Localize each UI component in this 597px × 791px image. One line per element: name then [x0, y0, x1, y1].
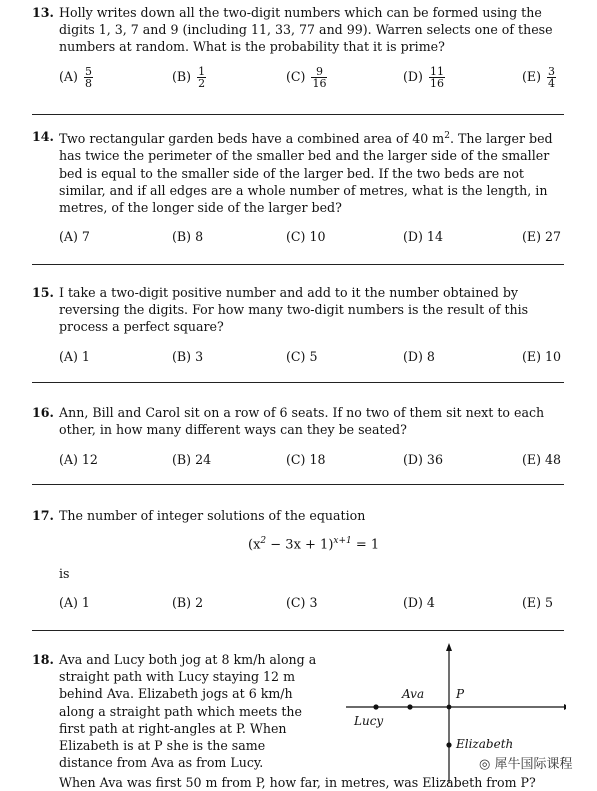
option-d[interactable]: (D) 14: [403, 229, 443, 244]
ava-point: [407, 704, 412, 709]
question-text-continued: is: [59, 566, 70, 581]
option-e[interactable]: (E) 48: [522, 452, 562, 467]
question-text: The number of integer solutions of the equation: [59, 508, 366, 523]
lucy-label: Lucy: [354, 714, 384, 728]
divider: [32, 630, 564, 631]
option-b[interactable]: (B) 3: [172, 349, 204, 364]
watermark: ◎ 犀牛国际课程: [476, 752, 576, 773]
answer-options: [59, 451, 564, 473]
question-text: Holly writes down all the two-digit numbers which can be formed using the digits 1, 3, 7 and 9 (including 11, 33, 77 and 99). Warren selects one of these numbers at random. What is the probability that it is prime?: [59, 5, 553, 55]
question-text: When Ava was first 50 m from P, how far, in metres, was Elizabeth from P?: [59, 775, 536, 790]
option-d[interactable]: (D) $\frac{11}{16}$: [403, 65, 444, 90]
option-b[interactable]: (B) 24: [172, 452, 212, 467]
elizabeth-label: Elizabeth: [456, 737, 514, 751]
fraction: $\frac{9}{16}$: [312, 65, 327, 90]
wechat-icon: ◎: [479, 757, 491, 772]
option-d[interactable]: (D) 36: [403, 452, 443, 467]
option-a[interactable]: (A) 12: [59, 452, 98, 467]
p-label: P: [456, 687, 465, 701]
option-e[interactable]: (E) $\frac{3}{4}$: [522, 65, 556, 90]
option-b[interactable]: (B) $\frac{1}{2}$: [172, 65, 206, 90]
question-text: Ann, Bill and Carol sit on a row of 6 seats. If no two of them sit next to each other, in how many different ways can they be seated?: [59, 405, 545, 438]
question-15: [32, 284, 564, 364]
question-13: [32, 4, 564, 90]
divider: [32, 484, 564, 485]
question-text: I take a two-digit positive number and add to it the number obtained by reversing the digits. For how many two-digit numbers is the result of this process a perfect square?: [59, 285, 529, 335]
option-c[interactable]: (C) 5: [286, 349, 318, 364]
option-c[interactable]: (C) 10: [286, 229, 326, 244]
question-text: Two rectangular garden beds have a combined area of 40 $m^2$. The larger bed has twice the perimeter of the smaller bed and the larger side of the smaller bed is equal to the smaller side of the larger bed. If the two beds are not similar, and if all edges are a whole number of metres, what is the length, in metres, of the longer side of the larger bed?: [59, 131, 553, 215]
option-a[interactable]: (A) 1: [59, 349, 90, 364]
answer-options: [59, 348, 564, 370]
option-d[interactable]: (D) 4: [403, 595, 435, 610]
option-b[interactable]: (B) 8: [172, 229, 204, 244]
fraction: $\frac{1}{2}$: [198, 65, 206, 90]
question-number: 17.: [32, 508, 54, 523]
lucy-point: [373, 704, 378, 709]
elizabeth-point: [446, 742, 451, 747]
question-number: 18.: [32, 652, 54, 667]
answer-options: [59, 594, 564, 616]
divider: [32, 114, 564, 115]
fraction: $\frac{11}{16}$: [429, 65, 444, 90]
arrow-right-icon: [564, 704, 566, 710]
question-14: [32, 128, 564, 244]
option-d[interactable]: (D) 8: [403, 349, 435, 364]
option-e[interactable]: (E) 5: [522, 595, 554, 610]
p-point: [447, 705, 452, 710]
option-c[interactable]: (C) 18: [286, 452, 326, 467]
fraction: $\frac{3}{4}$: [548, 65, 556, 90]
option-a[interactable]: (A) $\frac{5}{8}$: [59, 65, 92, 90]
fraction: $\frac{5}{8}$: [84, 65, 92, 90]
question-number: 14.: [32, 129, 54, 144]
ava-label: Ava: [402, 687, 425, 701]
divider: [32, 382, 564, 383]
option-e[interactable]: (E) 27: [522, 229, 562, 244]
question-text: Ava and Lucy both jog at 8 km/h along a straight path with Lucy staying 12 m behind Ava. Elizabeth jogs at 6 km/h along a straight path which meets the first path at right-angles at P. When Elizabeth is at P she is the same distance from Ava as from Lucy.: [59, 652, 317, 771]
option-c[interactable]: (C) 3: [286, 595, 318, 610]
equation: $(x^2 - 3x + 1)^{x+1} = 1$: [248, 536, 380, 553]
option-a[interactable]: (A) 1: [59, 595, 90, 610]
answer-options: [59, 66, 564, 88]
question-16: [32, 404, 564, 467]
answer-options: [59, 228, 564, 250]
question-18: [32, 651, 332, 771]
option-a[interactable]: (A) 7: [59, 229, 90, 244]
question-number: 15.: [32, 285, 54, 300]
option-c[interactable]: (C) $\frac{9}{16}$: [286, 65, 327, 90]
question-number: 13.: [32, 5, 54, 20]
arrow-up-icon: [446, 643, 452, 651]
divider: [32, 264, 564, 265]
option-b[interactable]: (B) 2: [172, 595, 204, 610]
question-number: 16.: [32, 405, 54, 420]
option-e[interactable]: (E) 10: [522, 349, 562, 364]
